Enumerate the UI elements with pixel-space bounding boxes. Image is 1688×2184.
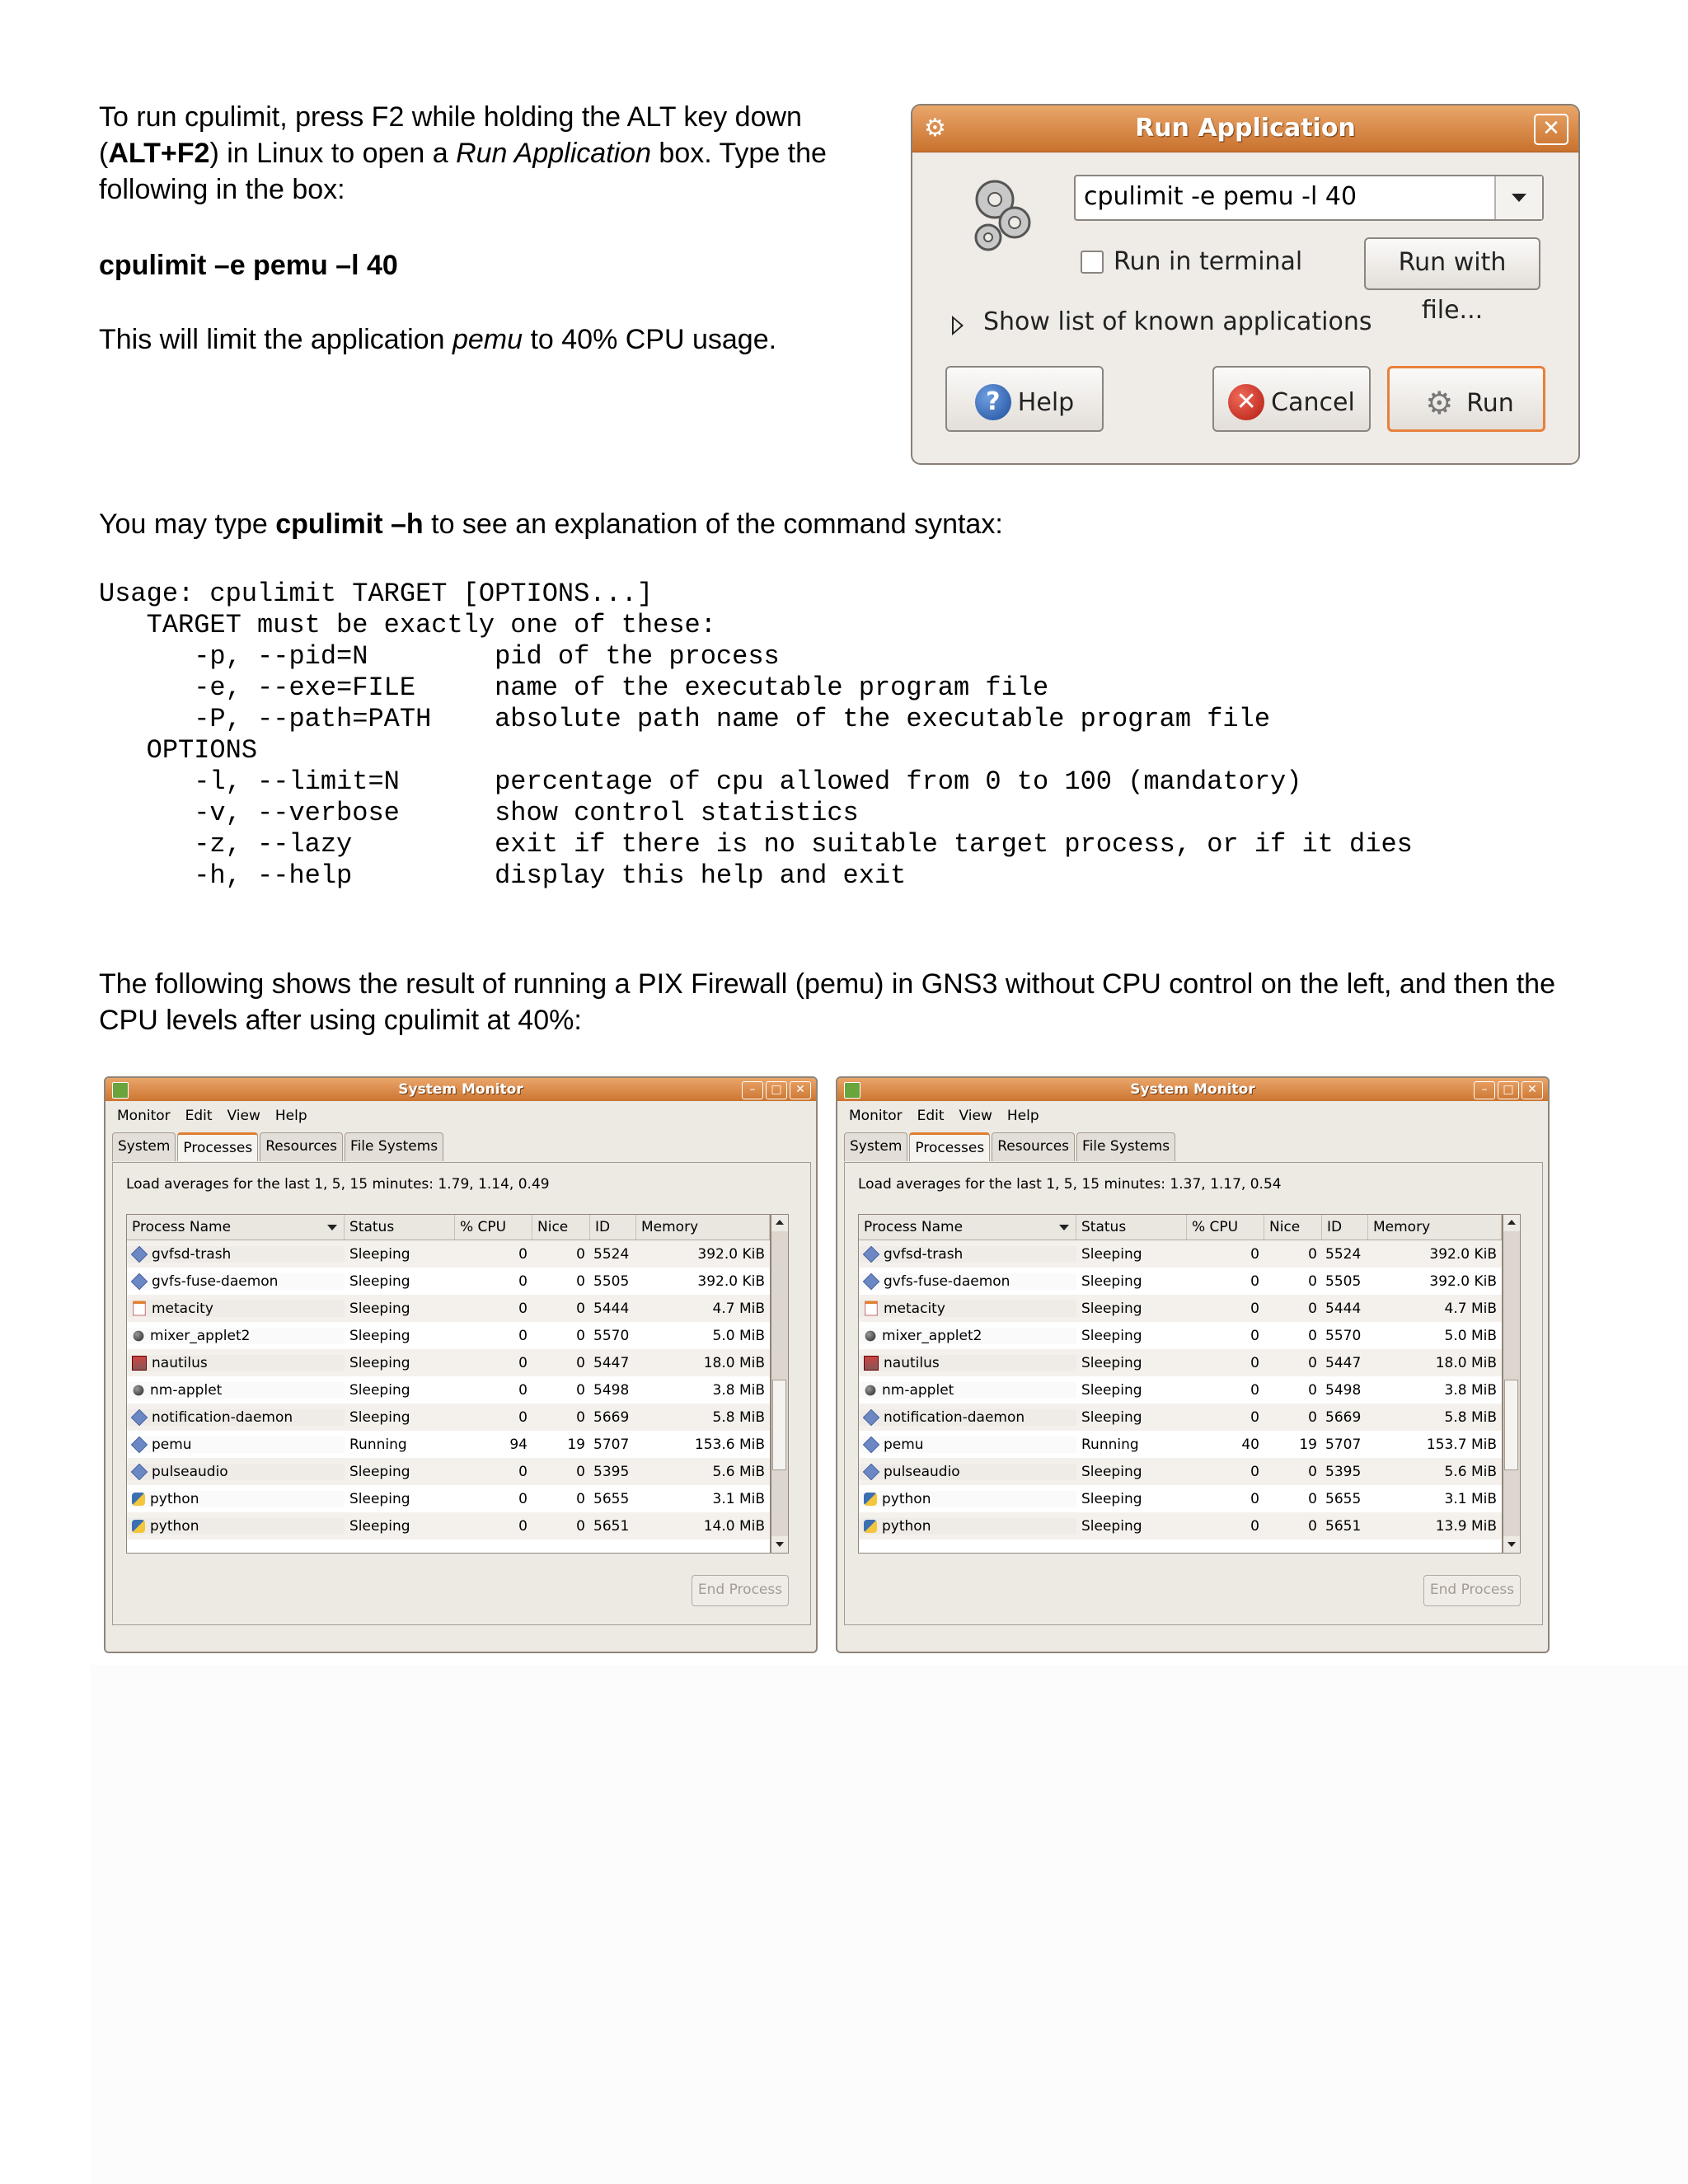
- process-name-cell: gvfs-fuse-daemon: [859, 1273, 1076, 1290]
- tab-system[interactable]: System: [844, 1132, 907, 1161]
- cancel-button-label: Cancel: [1271, 387, 1355, 417]
- run-in-terminal-label: Run in terminal: [1114, 247, 1303, 276]
- process-cpu-cell: 0: [518, 1272, 528, 1290]
- process-doc-icon: [133, 1301, 145, 1316]
- scroll-down-icon[interactable]: [1503, 1536, 1520, 1553]
- process-cpu-cell: 94: [509, 1436, 528, 1453]
- close-icon[interactable]: ✕: [1522, 1081, 1543, 1099]
- process-name-cell: pemu: [859, 1436, 1076, 1453]
- run-in-terminal-checkbox[interactable]: [1081, 251, 1104, 274]
- process-diamond-icon: [863, 1246, 879, 1263]
- run-application-dialog: [911, 104, 1580, 465]
- process-mem-cell: 153.7 MiB: [1426, 1436, 1497, 1453]
- process-nice-cell: 19: [1299, 1436, 1317, 1453]
- syntax-intro: You may type cpulimit –h to see an explanation of the command syntax:: [99, 509, 1003, 540]
- process-mem-cell: 5.8 MiB: [712, 1408, 765, 1426]
- process-nice-cell: 0: [1308, 1300, 1317, 1317]
- process-nice-cell: 19: [567, 1436, 585, 1453]
- minimize-icon[interactable]: –: [742, 1081, 763, 1099]
- table-row[interactable]: [859, 1268, 1502, 1295]
- process-cpu-cell: 0: [1250, 1490, 1259, 1507]
- process-name-cell: mixer_applet2: [859, 1328, 1076, 1344]
- process-mem-cell: 392.0 KiB: [697, 1272, 765, 1290]
- process-name-cell: nm-applet: [127, 1382, 345, 1399]
- process-id-cell: 5570: [593, 1327, 630, 1344]
- process-name-cell: pemu: [127, 1436, 345, 1453]
- scroll-down-icon[interactable]: [771, 1536, 788, 1553]
- process-id-cell: 5524: [1325, 1245, 1362, 1263]
- column-header-nice[interactable]: Nice: [532, 1215, 590, 1240]
- process-nice-cell: 0: [1308, 1408, 1317, 1426]
- process-status-cell: Running: [349, 1436, 407, 1453]
- table-row[interactable]: [127, 1349, 770, 1376]
- table-row[interactable]: [859, 1458, 1502, 1485]
- process-status-cell: Sleeping: [1081, 1300, 1142, 1317]
- monitor-menubar: [117, 1108, 307, 1124]
- process-status-cell: Sleeping: [349, 1408, 410, 1426]
- result-intro: [99, 966, 1665, 1038]
- command-combobox[interactable]: [1074, 175, 1544, 221]
- process-status-cell: Sleeping: [349, 1272, 410, 1290]
- process-cpu-cell: 0: [1250, 1245, 1259, 1263]
- process-ball-icon: [865, 1330, 876, 1341]
- scrollbar-thumb[interactable]: [772, 1380, 786, 1470]
- run-button[interactable]: [1387, 366, 1545, 432]
- table-row[interactable]: [127, 1295, 770, 1322]
- tab-file-systems[interactable]: File Systems: [345, 1132, 443, 1161]
- process-name-cell: nautilus: [127, 1355, 345, 1371]
- process-mem-cell: 18.0 MiB: [1435, 1354, 1497, 1371]
- process-status-cell: Sleeping: [349, 1517, 410, 1535]
- process-name-cell: notification-daemon: [127, 1409, 345, 1426]
- process-status-cell: Sleeping: [349, 1327, 410, 1344]
- sort-arrow-icon: [1059, 1225, 1069, 1230]
- monitor-title: System Monitor: [1130, 1081, 1255, 1098]
- menu-item-monitor[interactable]: Monitor: [849, 1108, 903, 1124]
- close-icon[interactable]: ✕: [790, 1081, 811, 1099]
- process-table-header: [127, 1215, 770, 1240]
- table-row[interactable]: [859, 1485, 1502, 1512]
- process-nice-cell: 0: [576, 1517, 585, 1535]
- menu-item-edit[interactable]: Edit: [917, 1108, 945, 1124]
- process-cpu-cell: 0: [1250, 1272, 1259, 1290]
- table-row[interactable]: [127, 1268, 770, 1295]
- process-nice-cell: 0: [1308, 1490, 1317, 1507]
- table-row[interactable]: [127, 1431, 770, 1458]
- column-header-name[interactable]: Process Name: [127, 1215, 345, 1240]
- command-input[interactable]: cpulimit -e pemu -l 40: [1084, 182, 1357, 211]
- column-header-id[interactable]: ID: [1322, 1215, 1368, 1240]
- command-example: cpulimit –e pemu –l 40: [99, 250, 398, 281]
- process-cpu-cell: 0: [518, 1408, 528, 1426]
- process-table: [126, 1214, 771, 1554]
- process-nice-cell: 0: [1308, 1245, 1317, 1263]
- process-id-cell: 5505: [593, 1272, 630, 1290]
- process-diamond-icon: [131, 1409, 148, 1426]
- intro-line-2: (ALT+F2) in Linux to open a Run Application box. Type the: [99, 138, 827, 169]
- process-nice-cell: 0: [576, 1300, 585, 1317]
- process-status-cell: Sleeping: [349, 1354, 410, 1371]
- process-nice-cell: 0: [1308, 1463, 1317, 1480]
- run-with-file-button[interactable]: Run with file...: [1364, 237, 1540, 290]
- system-monitor-before: [104, 1076, 818, 1653]
- process-name-cell: pulseaudio: [127, 1464, 345, 1480]
- tab-resources[interactable]: Resources: [992, 1132, 1075, 1161]
- cancel-icon: ✕: [1228, 384, 1264, 420]
- process-id-cell: 5651: [1325, 1517, 1362, 1535]
- menu-item-help[interactable]: Help: [1006, 1108, 1039, 1124]
- process-ball-icon: [134, 1330, 144, 1341]
- dialog-title: Run Application: [1135, 114, 1356, 143]
- tab-resources[interactable]: Resources: [260, 1132, 343, 1161]
- process-table-header: [859, 1215, 1502, 1240]
- process-python-icon: [132, 1493, 145, 1506]
- window-menu-icon[interactable]: ⚙: [924, 114, 946, 143]
- process-name-cell: notification-daemon: [859, 1409, 1076, 1426]
- table-row[interactable]: [859, 1240, 1502, 1268]
- process-cpu-cell: 0: [1250, 1381, 1259, 1399]
- process-cpu-cell: 0: [1250, 1517, 1259, 1535]
- scroll-up-icon[interactable]: [1503, 1215, 1520, 1231]
- process-cpu-cell: 0: [1250, 1463, 1259, 1480]
- monitor-menubar: [849, 1108, 1039, 1124]
- system-monitor-after: [836, 1076, 1550, 1653]
- process-cpu-cell: 0: [518, 1517, 528, 1535]
- maximize-icon[interactable]: □: [766, 1081, 787, 1099]
- process-mem-cell: 18.0 MiB: [703, 1354, 765, 1371]
- process-nice-cell: 0: [576, 1327, 585, 1344]
- process-nice-cell: 0: [576, 1354, 585, 1371]
- process-cpu-cell: 0: [518, 1381, 528, 1399]
- column-header-status[interactable]: Status: [1076, 1215, 1187, 1240]
- process-cpu-cell: 0: [1250, 1327, 1259, 1344]
- close-icon[interactable]: ✕: [1534, 114, 1568, 145]
- process-diamond-icon: [863, 1273, 879, 1290]
- process-name-cell: mixer_applet2: [127, 1328, 345, 1344]
- process-mem-cell: 14.0 MiB: [703, 1517, 765, 1535]
- table-row[interactable]: [127, 1512, 770, 1540]
- menu-item-monitor[interactable]: Monitor: [117, 1108, 171, 1124]
- process-status-cell: Sleeping: [1081, 1463, 1142, 1480]
- process-nice-cell: 0: [1308, 1272, 1317, 1290]
- gears-icon: [964, 171, 1046, 262]
- process-status-cell: Sleeping: [1081, 1245, 1142, 1263]
- process-name-cell: python: [127, 1491, 345, 1507]
- process-name-cell: python: [127, 1518, 345, 1535]
- table-row[interactable]: [859, 1295, 1502, 1322]
- process-id-cell: 5444: [593, 1300, 630, 1317]
- process-status-cell: Sleeping: [1081, 1354, 1142, 1371]
- process-mem-cell: 5.0 MiB: [1444, 1327, 1497, 1344]
- process-python-icon: [864, 1493, 877, 1506]
- column-header-id[interactable]: ID: [590, 1215, 636, 1240]
- process-mem-cell: 392.0 KiB: [1429, 1245, 1497, 1263]
- column-header-name[interactable]: Process Name: [859, 1215, 1076, 1240]
- result-intro-line-1: The following shows the result of running a PIX Firewall (pemu) in GNS3 without CPU control on the left, and then the: [99, 968, 1556, 1000]
- process-ball-icon: [865, 1385, 876, 1395]
- process-python-icon: [864, 1520, 877, 1533]
- process-mem-cell: 4.7 MiB: [1444, 1300, 1497, 1317]
- monitor-tabs: [844, 1132, 1177, 1161]
- menu-item-view[interactable]: View: [227, 1108, 260, 1124]
- process-folder-icon: [132, 1356, 147, 1371]
- process-nice-cell: 0: [576, 1272, 585, 1290]
- page-lower-background: [91, 1665, 1688, 2184]
- process-name-cell: pulseaudio: [859, 1464, 1076, 1480]
- process-mem-cell: 153.6 MiB: [694, 1436, 765, 1453]
- process-cpu-cell: 0: [518, 1354, 528, 1371]
- process-nice-cell: 0: [1308, 1381, 1317, 1399]
- process-id-cell: 5669: [1325, 1408, 1362, 1426]
- process-status-cell: Sleeping: [1081, 1408, 1142, 1426]
- column-header-cpu[interactable]: % CPU: [455, 1215, 532, 1240]
- process-status-cell: Sleeping: [349, 1463, 410, 1480]
- process-cpu-cell: 0: [518, 1490, 528, 1507]
- menu-item-edit[interactable]: Edit: [185, 1108, 213, 1124]
- table-row[interactable]: [127, 1485, 770, 1512]
- process-table: [858, 1214, 1503, 1554]
- process-name-cell: metacity: [127, 1300, 345, 1317]
- process-mem-cell: 3.1 MiB: [1444, 1490, 1497, 1507]
- process-name-cell: gvfsd-trash: [859, 1246, 1076, 1263]
- process-mem-cell: 5.8 MiB: [1444, 1408, 1497, 1426]
- scrollbar-thumb[interactable]: [1504, 1380, 1518, 1470]
- table-row[interactable]: [859, 1376, 1502, 1404]
- process-id-cell: 5395: [1325, 1463, 1362, 1480]
- expander-arrow-icon: [952, 316, 964, 335]
- table-row[interactable]: [859, 1349, 1502, 1376]
- table-row[interactable]: [127, 1240, 770, 1268]
- table-row[interactable]: [127, 1322, 770, 1349]
- process-status-cell: Sleeping: [349, 1381, 410, 1399]
- table-row[interactable]: [127, 1376, 770, 1404]
- process-status-cell: Sleeping: [1081, 1272, 1142, 1290]
- process-id-cell: 5498: [1325, 1381, 1362, 1399]
- process-mem-cell: 392.0 KiB: [1429, 1272, 1497, 1290]
- limit-explanation: This will limit the application pemu to 40% CPU usage.: [99, 324, 777, 355]
- process-mem-cell: 4.7 MiB: [712, 1300, 765, 1317]
- process-nice-cell: 0: [576, 1463, 585, 1480]
- table-row[interactable]: [859, 1512, 1502, 1540]
- load-averages: Load averages for the last 1, 5, 15 minutes: 1.37, 1.17, 0.54: [858, 1176, 1282, 1193]
- process-nice-cell: 0: [1308, 1517, 1317, 1535]
- help-button[interactable]: [945, 366, 1104, 432]
- process-mem-cell: 3.8 MiB: [712, 1381, 765, 1399]
- process-cpu-cell: 0: [1250, 1408, 1259, 1426]
- run-gears-icon: ⚙: [1425, 385, 1454, 421]
- column-header-mem[interactable]: Memory: [1368, 1215, 1502, 1240]
- process-id-cell: 5505: [1325, 1272, 1362, 1290]
- known-applications-label: Show list of known applications: [983, 307, 1372, 336]
- usage-output: Usage: cpulimit TARGET [OPTIONS...] TARGET must be exactly one of these: -p, --pid=N pid of the process -e, --exe=FILE name of the executable program file -P, --path=PATH absolute path name of the executable program file OPTIONS -l, --limit=N percentage of cpu allowed from 0 to 100 (mandatory) -v, --verbose show control statistics -z, --lazy exit if there is no suitable target process, or if it dies -h, --help display this help and exit: [99, 579, 1413, 891]
- process-id-cell: 5707: [1325, 1436, 1362, 1453]
- process-diamond-icon: [863, 1409, 879, 1426]
- process-mem-cell: 392.0 KiB: [697, 1245, 765, 1263]
- load-averages: Load averages for the last 1, 5, 15 minutes: 1.79, 1.14, 0.49: [126, 1176, 550, 1193]
- process-mem-cell: 5.0 MiB: [712, 1327, 765, 1344]
- menu-item-view[interactable]: View: [959, 1108, 992, 1124]
- process-id-cell: 5395: [593, 1463, 630, 1480]
- table-row[interactable]: [127, 1404, 770, 1431]
- sort-arrow-icon: [327, 1225, 337, 1230]
- process-folder-icon: [864, 1356, 879, 1371]
- help-button-label: Help: [1017, 387, 1075, 417]
- run-button-label: Run: [1466, 388, 1514, 418]
- end-process-button[interactable]: End Process: [1423, 1575, 1521, 1606]
- table-row[interactable]: [859, 1404, 1502, 1431]
- process-cpu-cell: 0: [518, 1245, 528, 1263]
- process-id-cell: 5447: [1325, 1354, 1362, 1371]
- process-status-cell: Sleeping: [349, 1300, 410, 1317]
- tab-processes[interactable]: Processes: [909, 1132, 990, 1161]
- monitor-title: System Monitor: [398, 1081, 523, 1098]
- process-name-cell: nm-applet: [859, 1382, 1076, 1399]
- scroll-up-icon[interactable]: [771, 1215, 788, 1231]
- result-intro-line-2: CPU levels after using cpulimit at 40%:: [99, 1005, 582, 1036]
- process-name-cell: gvfsd-trash: [127, 1246, 345, 1263]
- process-nice-cell: 0: [1308, 1327, 1317, 1344]
- menu-item-help[interactable]: Help: [274, 1108, 307, 1124]
- process-id-cell: 5707: [593, 1436, 630, 1453]
- process-id-cell: 5447: [593, 1354, 630, 1371]
- process-id-cell: 5655: [1325, 1490, 1362, 1507]
- process-id-cell: 5669: [593, 1408, 630, 1426]
- process-diamond-icon: [131, 1273, 148, 1290]
- process-cpu-cell: 0: [518, 1300, 528, 1317]
- column-header-status[interactable]: Status: [345, 1215, 455, 1240]
- column-header-mem[interactable]: Memory: [636, 1215, 770, 1240]
- monitor-titlebar: [106, 1078, 816, 1101]
- process-id-cell: 5570: [1325, 1327, 1362, 1344]
- process-nice-cell: 0: [576, 1381, 585, 1399]
- process-ball-icon: [134, 1385, 144, 1395]
- process-nice-cell: 0: [576, 1245, 585, 1263]
- processes-panel: [844, 1162, 1543, 1625]
- process-mem-cell: 3.8 MiB: [1444, 1381, 1497, 1399]
- tab-processes[interactable]: Processes: [177, 1132, 258, 1161]
- process-id-cell: 5498: [593, 1381, 630, 1399]
- cancel-button[interactable]: [1212, 366, 1371, 432]
- help-icon: ?: [975, 384, 1011, 420]
- column-header-cpu[interactable]: % CPU: [1187, 1215, 1264, 1240]
- process-cpu-cell: 0: [518, 1327, 528, 1344]
- process-mem-cell: 5.6 MiB: [712, 1463, 765, 1480]
- process-nice-cell: 0: [576, 1408, 585, 1426]
- process-mem-cell: 3.1 MiB: [712, 1490, 765, 1507]
- process-status-cell: Sleeping: [1081, 1381, 1142, 1399]
- process-cpu-cell: 40: [1241, 1436, 1259, 1453]
- process-name-cell: metacity: [859, 1300, 1076, 1317]
- process-id-cell: 5524: [593, 1245, 630, 1263]
- process-diamond-icon: [131, 1436, 148, 1453]
- minimize-icon[interactable]: –: [1474, 1081, 1495, 1099]
- monitor-tabs: [112, 1132, 445, 1161]
- process-mem-cell: 13.9 MiB: [1435, 1517, 1497, 1535]
- process-status-cell: Sleeping: [1081, 1517, 1142, 1535]
- process-diamond-icon: [863, 1436, 879, 1453]
- process-python-icon: [132, 1520, 145, 1533]
- process-name-cell: python: [859, 1518, 1076, 1535]
- intro-paragraph: [99, 99, 857, 208]
- process-status-cell: Sleeping: [1081, 1327, 1142, 1344]
- dialog-titlebar: [912, 105, 1578, 152]
- process-mem-cell: 5.6 MiB: [1444, 1463, 1497, 1480]
- process-status-cell: Sleeping: [1081, 1490, 1142, 1507]
- monitor-titlebar: [837, 1078, 1548, 1101]
- process-id-cell: 5651: [593, 1517, 630, 1535]
- process-id-cell: 5444: [1325, 1300, 1362, 1317]
- maximize-icon[interactable]: □: [1498, 1081, 1519, 1099]
- processes-panel: [112, 1162, 811, 1625]
- process-doc-icon: [865, 1301, 877, 1316]
- table-row[interactable]: [127, 1458, 770, 1485]
- chevron-down-icon[interactable]: [1494, 176, 1542, 219]
- process-nice-cell: 0: [1308, 1354, 1317, 1371]
- vertical-scrollbar[interactable]: [1503, 1214, 1521, 1554]
- process-diamond-icon: [863, 1464, 879, 1480]
- intro-line-1: To run cpulimit, press F2 while holding the ALT key down: [99, 101, 802, 133]
- column-header-nice[interactable]: Nice: [1264, 1215, 1322, 1240]
- process-diamond-icon: [131, 1464, 148, 1480]
- table-row[interactable]: [859, 1431, 1502, 1458]
- process-status-cell: Sleeping: [349, 1245, 410, 1263]
- process-name-cell: python: [859, 1491, 1076, 1507]
- tab-system[interactable]: System: [112, 1132, 176, 1161]
- process-cpu-cell: 0: [518, 1463, 528, 1480]
- vertical-scrollbar[interactable]: [771, 1214, 789, 1554]
- table-row[interactable]: [859, 1322, 1502, 1349]
- process-id-cell: 5655: [593, 1490, 630, 1507]
- process-status-cell: Sleeping: [349, 1490, 410, 1507]
- intro-line-3: following in the box:: [99, 174, 345, 205]
- process-cpu-cell: 0: [1250, 1300, 1259, 1317]
- process-cpu-cell: 0: [1250, 1354, 1259, 1371]
- process-name-cell: gvfs-fuse-daemon: [127, 1273, 345, 1290]
- process-name-cell: nautilus: [859, 1355, 1076, 1371]
- process-nice-cell: 0: [576, 1490, 585, 1507]
- end-process-button[interactable]: End Process: [692, 1575, 789, 1606]
- process-status-cell: Running: [1081, 1436, 1139, 1453]
- process-diamond-icon: [131, 1246, 148, 1263]
- tab-file-systems[interactable]: File Systems: [1076, 1132, 1175, 1161]
